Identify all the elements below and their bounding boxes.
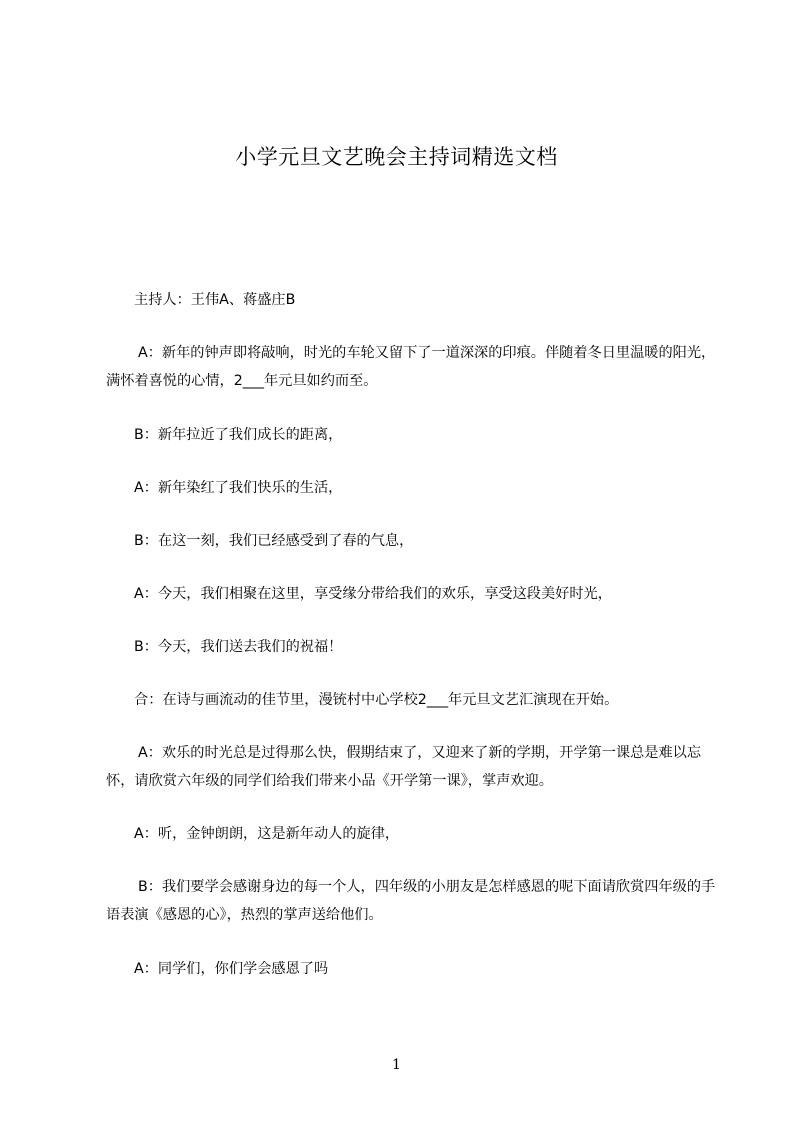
dialogue-paragraph: A：今天，我们相聚在这里，享受缘分带给我们的欢乐，享受这段美好时光， [134, 586, 612, 602]
dialogue-paragraph: A：欢乐的时光总是过得那么快，假期结束了，又迎来了新的学期，开学第一课总是难以忘怀，请欣赏六年级的同学们给我们带来小品《开学第一课》，掌声欢迎。 [106, 745, 702, 789]
dialogue-paragraph: 合：在诗与画流动的佳节里，漫铳村中心学校2___年元旦文艺汇演现在开始。 [134, 692, 619, 708]
dialogue-paragraph: B：今天，我们送去我们的祝福！ [134, 639, 343, 655]
dialogue-paragraph: A：同学们，你们学会感恩了吗 [134, 961, 329, 977]
dialogue-paragraph: B：在这一刻，我们已经感受到了春的气息， [134, 533, 414, 549]
dialogue-paragraph: A：新年的钟声即将敲响，时光的车轮又留下了一道深深的印痕。伴随着冬日里温暖的阳光，满怀着喜悦的心情，2___年元旦如约而至。 [106, 345, 716, 389]
dialogue-paragraph: B：新年拉近了我们成长的距离， [134, 427, 343, 443]
dialogue-paragraph: A：新年染红了我们快乐的生活， [134, 480, 343, 496]
document-title: 小学元旦文艺晚会主持词精选文档 [235, 145, 558, 169]
dialogue-paragraph: B：我们要学会感谢身边的每一个人，四年级的小朋友是怎样感恩的呢下面请欣赏四年级的手语表演《感恩的心》，热烈的掌声送给他们。 [106, 879, 716, 923]
page-number: 1 [392, 1057, 401, 1073]
host-intro-paragraph: 主持人：王伟A、蒋盛庄B [134, 292, 296, 308]
dialogue-paragraph: A：听，金钟朗朗，这是新年动人的旋律， [134, 826, 400, 842]
